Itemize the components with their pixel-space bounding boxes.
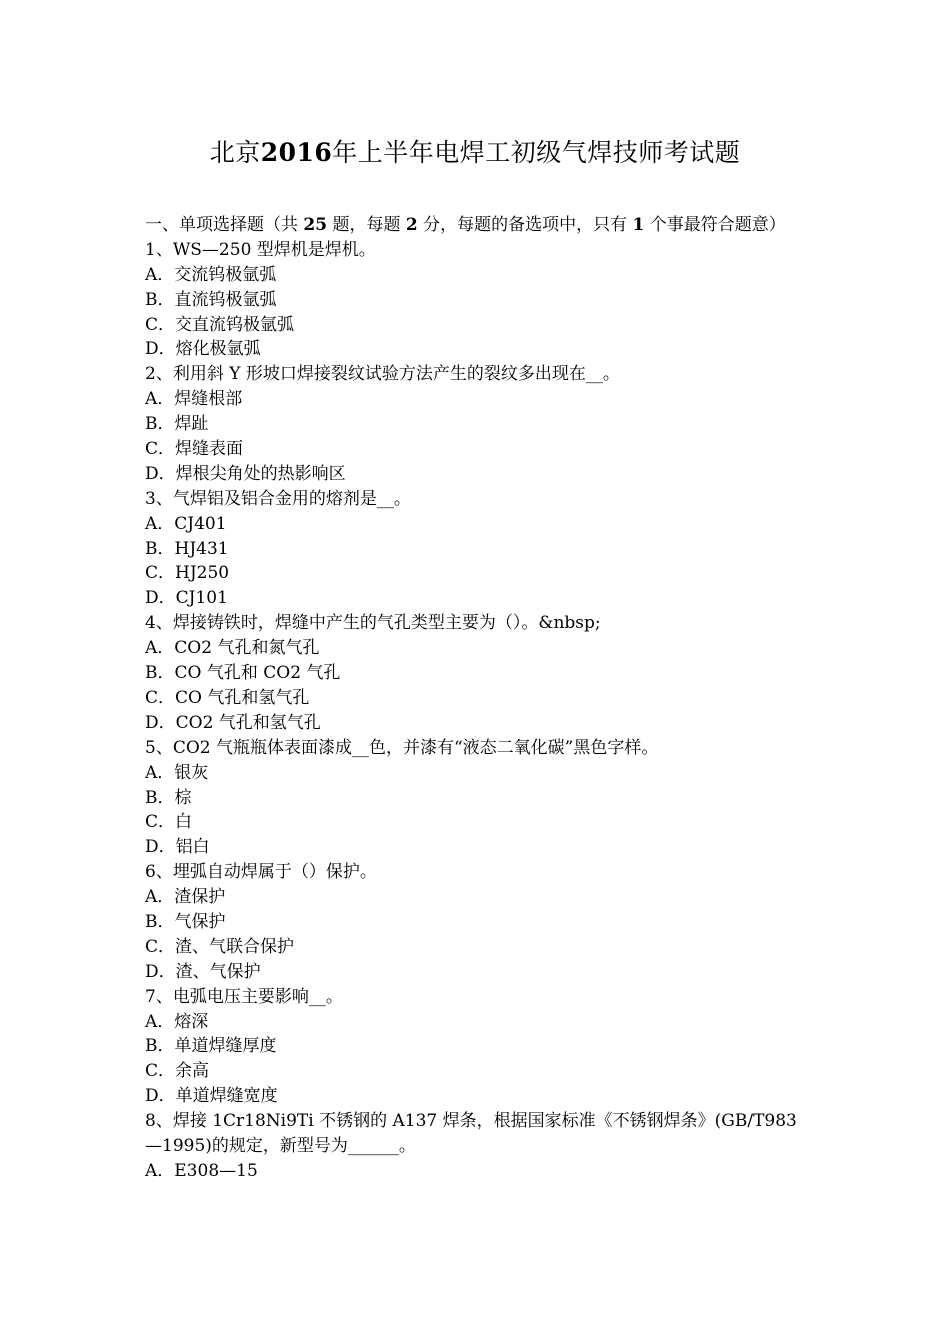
option-c: C．HJ250	[145, 563, 230, 584]
question-stem: 8、焊接 1Cr18Ni9Ti 不锈钢的 A137 焊条，根据国家标准《不锈钢焊条》(GB/T983—1995)的规定，新型号为______。	[145, 1111, 797, 1156]
option-c: C．交直流钨极氩弧	[145, 314, 295, 335]
section-heading-part: 一、单项选择题（共	[145, 215, 304, 235]
question-7	[145, 985, 810, 1109]
section-heading-part: 题，每题	[327, 215, 406, 235]
question-count: 25	[303, 215, 328, 235]
section-heading-part: 分，每题的备选项中，只有	[417, 215, 633, 235]
option-c: C．渣、气联合保护	[145, 936, 295, 957]
question-2	[145, 362, 810, 486]
exam-content	[145, 213, 810, 1184]
option-b: B．CO 气孔和 CO2 气孔	[145, 663, 341, 684]
question-3	[145, 487, 810, 611]
document-title	[0, 137, 950, 169]
option-a: A．焊缝根部	[145, 389, 243, 410]
option-d: D．单道焊缝宽度	[145, 1086, 278, 1107]
question-stem: 1、WS—250 型焊机是焊机。	[145, 239, 376, 260]
option-a: A．E308—15	[145, 1160, 258, 1181]
section-heading	[145, 213, 810, 238]
correct-count: 1	[632, 215, 645, 235]
option-b: B．棕	[145, 787, 192, 808]
question-stem: 6、埋弧自动焊属于（）保护。	[145, 862, 377, 883]
question-stem: 5、CO2 气瓶瓶体表面漆成__色，并漆有“液态二氧化碳”黑色字样。	[145, 737, 659, 758]
option-a: A．渣保护	[145, 887, 226, 908]
option-a: A．CO2 气孔和氮气孔	[145, 638, 320, 659]
question-4	[145, 611, 810, 735]
question-stem: 4、焊接铸铁时，焊缝中产生的气孔类型主要为（）。&nbsp;	[145, 613, 601, 634]
option-d: D．CJ101	[145, 588, 228, 609]
option-b: B．气保护	[145, 911, 226, 932]
option-d: D．渣、气保护	[145, 961, 261, 982]
option-d: D．铝白	[145, 837, 210, 858]
question-5	[145, 736, 810, 860]
question-6	[145, 860, 810, 984]
points-per-question: 2	[405, 215, 418, 235]
title-year: 2016	[260, 138, 333, 167]
option-d: D．CO2 气孔和氢气孔	[145, 712, 321, 733]
option-d: D．熔化极氩弧	[145, 339, 261, 360]
question-stem: 7、电弧电压主要影响__。	[145, 986, 343, 1007]
option-d: D．焊根尖角处的热影响区	[145, 463, 346, 484]
option-a: A．银灰	[145, 762, 209, 783]
option-c: C．CO 气孔和氢气孔	[145, 687, 310, 708]
option-b: B．HJ431	[145, 538, 229, 559]
option-c: C．焊缝表面	[145, 439, 244, 460]
question-1	[145, 238, 810, 362]
option-b: B．焊趾	[145, 414, 209, 435]
section-heading-part: 个事最符合题意）	[644, 215, 786, 235]
option-a: A．CJ401	[145, 513, 227, 534]
option-b: B．直流钨极氩弧	[145, 289, 277, 310]
title-suffix: 年上半年电焊工初级气焊技师考试题	[332, 138, 741, 167]
option-c: C．白	[145, 812, 193, 833]
question-stem: 2、利用斜 Y 形坡口焊接裂纹试验方法产生的裂纹多出现在__。	[145, 364, 620, 385]
question-stem: 3、气焊铝及铝合金用的熔剂是__。	[145, 488, 411, 509]
option-c: C．余高	[145, 1061, 210, 1082]
option-b: B．单道焊缝厚度	[145, 1036, 277, 1057]
option-a: A．熔深	[145, 1011, 209, 1032]
option-a: A．交流钨极氩弧	[145, 264, 277, 285]
title-prefix: 北京	[209, 138, 261, 167]
question-8	[145, 1109, 810, 1184]
